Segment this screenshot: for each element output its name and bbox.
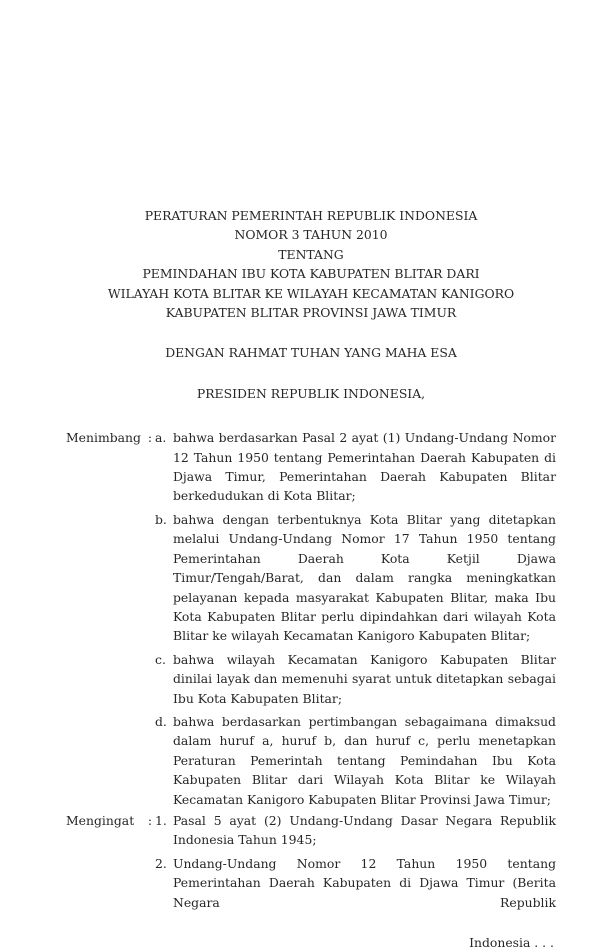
item-text: bahwa berdasarkan pertimbangan sebagaimana dimaksud dalam huruf a, huruf b, dan huruf c, perlu menetapkan Peraturan Pemerintah tentang Pemindahan Ibu Kota Kabupaten Blitar dari Wilayah Kota Blitar ke Wilayah Kecamatan Kanigoro Kabupaten Blitar Provinsi Jawa Timur;: [173, 713, 556, 807]
considering-label-text: Menimbang: [66, 430, 141, 446]
title-line-subject-1: PEMINDAHAN IBU KOTA KABUPATEN BLITAR DARI: [142, 266, 480, 282]
considering-label: [66, 428, 155, 447]
item-text: bahwa dengan terbentuknya Kota Blitar yang ditetapkan melalui Undang-Undang Nomor 17 Tahun 1950 tentang Pemerintahan Daerah Kota Ketjil Djawa Timur/Tengah/Barat, dan dalam rangka meningkatkan pelayanan kepada masyarakat Kabupaten Blitar, maka Ibu Kota Kabupaten Blitar perlu dipindahkan dari wilayah Kota Blitar ke wilayah Kecamatan Kanigoro Kabupaten Blitar;: [173, 511, 556, 644]
considering-label-colon: :: [147, 430, 152, 446]
item-marker: c.: [155, 651, 166, 667]
item-marker: 2.: [155, 855, 167, 871]
title-line-about: TENTANG: [278, 246, 344, 262]
authority-line: PRESIDEN REPUBLIK INDONESIA,: [196, 385, 426, 401]
document-body: [66, 206, 556, 952]
considering-item-b: [155, 510, 556, 646]
considering-item-c: [155, 650, 556, 708]
recalling-section: [66, 811, 556, 912]
recalling-item-2: [155, 854, 556, 912]
invocation-line: DENGAN RAHMAT TUHAN YANG MAHA ESA: [165, 345, 457, 361]
recalling-label-text: Mengingat: [66, 812, 135, 828]
item-marker: a.: [155, 430, 167, 446]
item-marker: b.: [155, 511, 167, 527]
item-marker: d.: [155, 713, 167, 729]
recalling-label-colon: :: [147, 812, 152, 828]
item-text: Undang-Undang Nomor 12 Tahun 1950 tentang Pemerintahan Daerah Kabupaten di Djawa Timur (Berita Negara Republik: [173, 855, 556, 910]
document-title-block: [66, 206, 556, 322]
considering-section: [66, 428, 556, 809]
title-line-subject-3: KABUPATEN BLITAR PROVINSI JAWA TIMUR: [165, 305, 457, 321]
considering-item-d: [155, 712, 556, 809]
recalling-item-1: [155, 811, 556, 850]
title-line-subject-2: WILAYAH KOTA BLITAR KE WILAYAH KECAMATAN KANIGORO: [107, 285, 515, 301]
recalling-label: [66, 811, 155, 830]
recalling-items: [155, 811, 556, 912]
title-line-number: NOMOR 3 TAHUN 2010: [234, 227, 388, 243]
page-catchword: Indonesia . . .: [469, 935, 554, 950]
item-text: bahwa berdasarkan Pasal 2 ayat (1) Undang-Undang Nomor 12 Tahun 1950 tentang Pemerintahan Daerah Kabupaten di Djawa Timur, Pemerintahan Daerah Kabupaten Blitar berkedudukan di Kota Blitar;: [173, 430, 556, 504]
considering-items: [155, 428, 556, 809]
item-text: Pasal 5 ayat (2) Undang-Undang Dasar Negara Republik Indonesia Tahun 1945;: [173, 812, 556, 848]
item-marker: 1.: [155, 812, 167, 828]
item-text: bahwa wilayah Kecamatan Kanigoro Kabupaten Blitar dinilai layak dan memenuhi syarat untuk ditetapkan sebagai Ibu Kota Kabupaten Blitar;: [173, 651, 556, 706]
considering-item-a: [155, 428, 556, 506]
title-line-regulation: PERATURAN PEMERINTAH REPUBLIK INDONESIA: [144, 208, 478, 223]
